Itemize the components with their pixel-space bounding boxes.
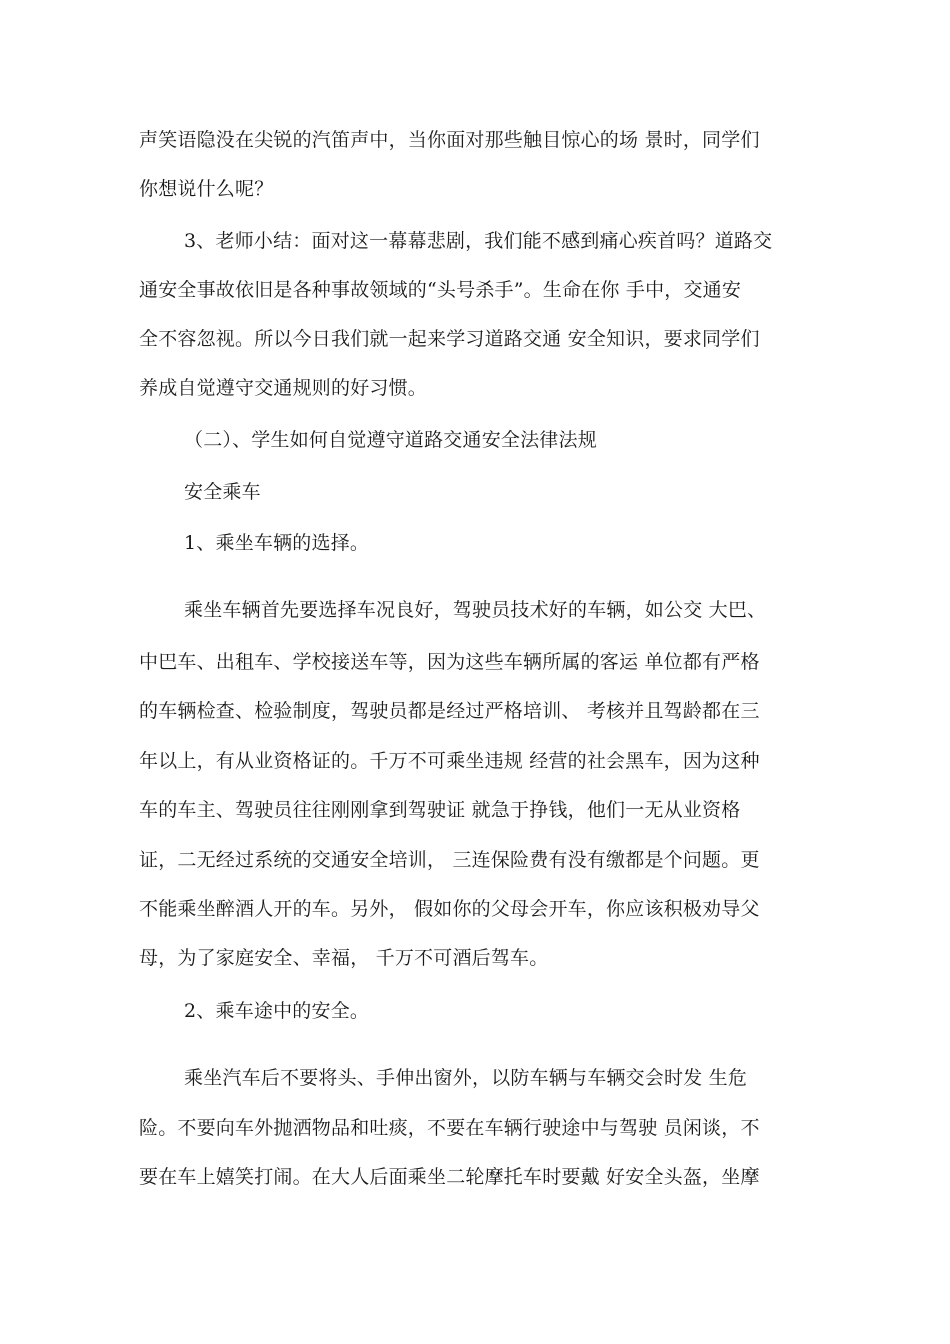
paragraph-line: 证，二无经过系统的交通安全培训， 三连保险费有没有缴都是个问题。更 [139, 849, 760, 871]
paragraph-line: 乘坐汽车后不要将头、手伸出窗外，以防车辆与车辆交会时发 生危 [184, 1067, 748, 1089]
paragraph-line: 车的车主、驾驶员往往刚刚拿到驾驶证 就急于挣钱，他们一无从业资格 [139, 799, 741, 821]
paragraph-line: 中巴车、出租车、学校接送车等，因为这些车辆所属的客运 单位都有严格 [139, 651, 760, 673]
paragraph-line: 母，为了家庭安全、幸福， 千万不可酒后驾车。 [139, 947, 549, 969]
item-heading: 1、乘坐车辆的选择。 [184, 532, 370, 554]
paragraph-line: 的车辆检查、检验制度，驾驶员都是经过严格培训、 考核并且驾龄都在三 [139, 700, 760, 722]
subsection-heading: 安全乘车 [184, 481, 261, 503]
paragraph-line: 不能乘坐醉酒人开的车。另外， 假如你的父母会开车，你应该积极劝导父 [139, 898, 760, 920]
paragraph-line: 你想说什么呢？ [139, 178, 274, 200]
paragraph-line: 声笑语隐没在尖锐的汽笛声中，当你面对那些触目惊心的场 景时，同学们 [139, 129, 760, 151]
paragraph-line: 通安全事故依旧是各种事故领域的“头号杀手”。生命在你 手中，交通安 [139, 279, 742, 301]
paragraph-line: 全不容忽视。所以今日我们就一起来学习道路交通 安全知识，要求同学们 [139, 328, 760, 350]
paragraph-line: 3、老师小结：面对这一幕幕悲剧，我们能不感到痛心疾首吗？道路交 [184, 230, 773, 252]
paragraph-line: 险。不要向车外抛洒物品和吐痰，不要在车辆行驶途中与驾驶 员闲谈，不 [139, 1117, 760, 1139]
paragraph-line: 年以上，有从业资格证的。千万不可乘坐违规 经营的社会黑车，因为这种 [139, 750, 760, 772]
paragraph-line: 乘坐车辆首先要选择车况良好，驾驶员技术好的车辆，如公交 大巴、 [184, 599, 767, 621]
item-heading: 2、乘车途中的安全。 [184, 1000, 370, 1022]
paragraph-line: 养成自觉遵守交通规则的好习惯。 [139, 377, 428, 399]
paragraph-line: 要在车上嬉笑打闹。在大人后面乘坐二轮摩托车时要戴 好安全头盔，坐摩 [139, 1166, 760, 1188]
section-heading: （二）、学生如何自觉遵守道路交通安全法律法规 [184, 429, 597, 451]
